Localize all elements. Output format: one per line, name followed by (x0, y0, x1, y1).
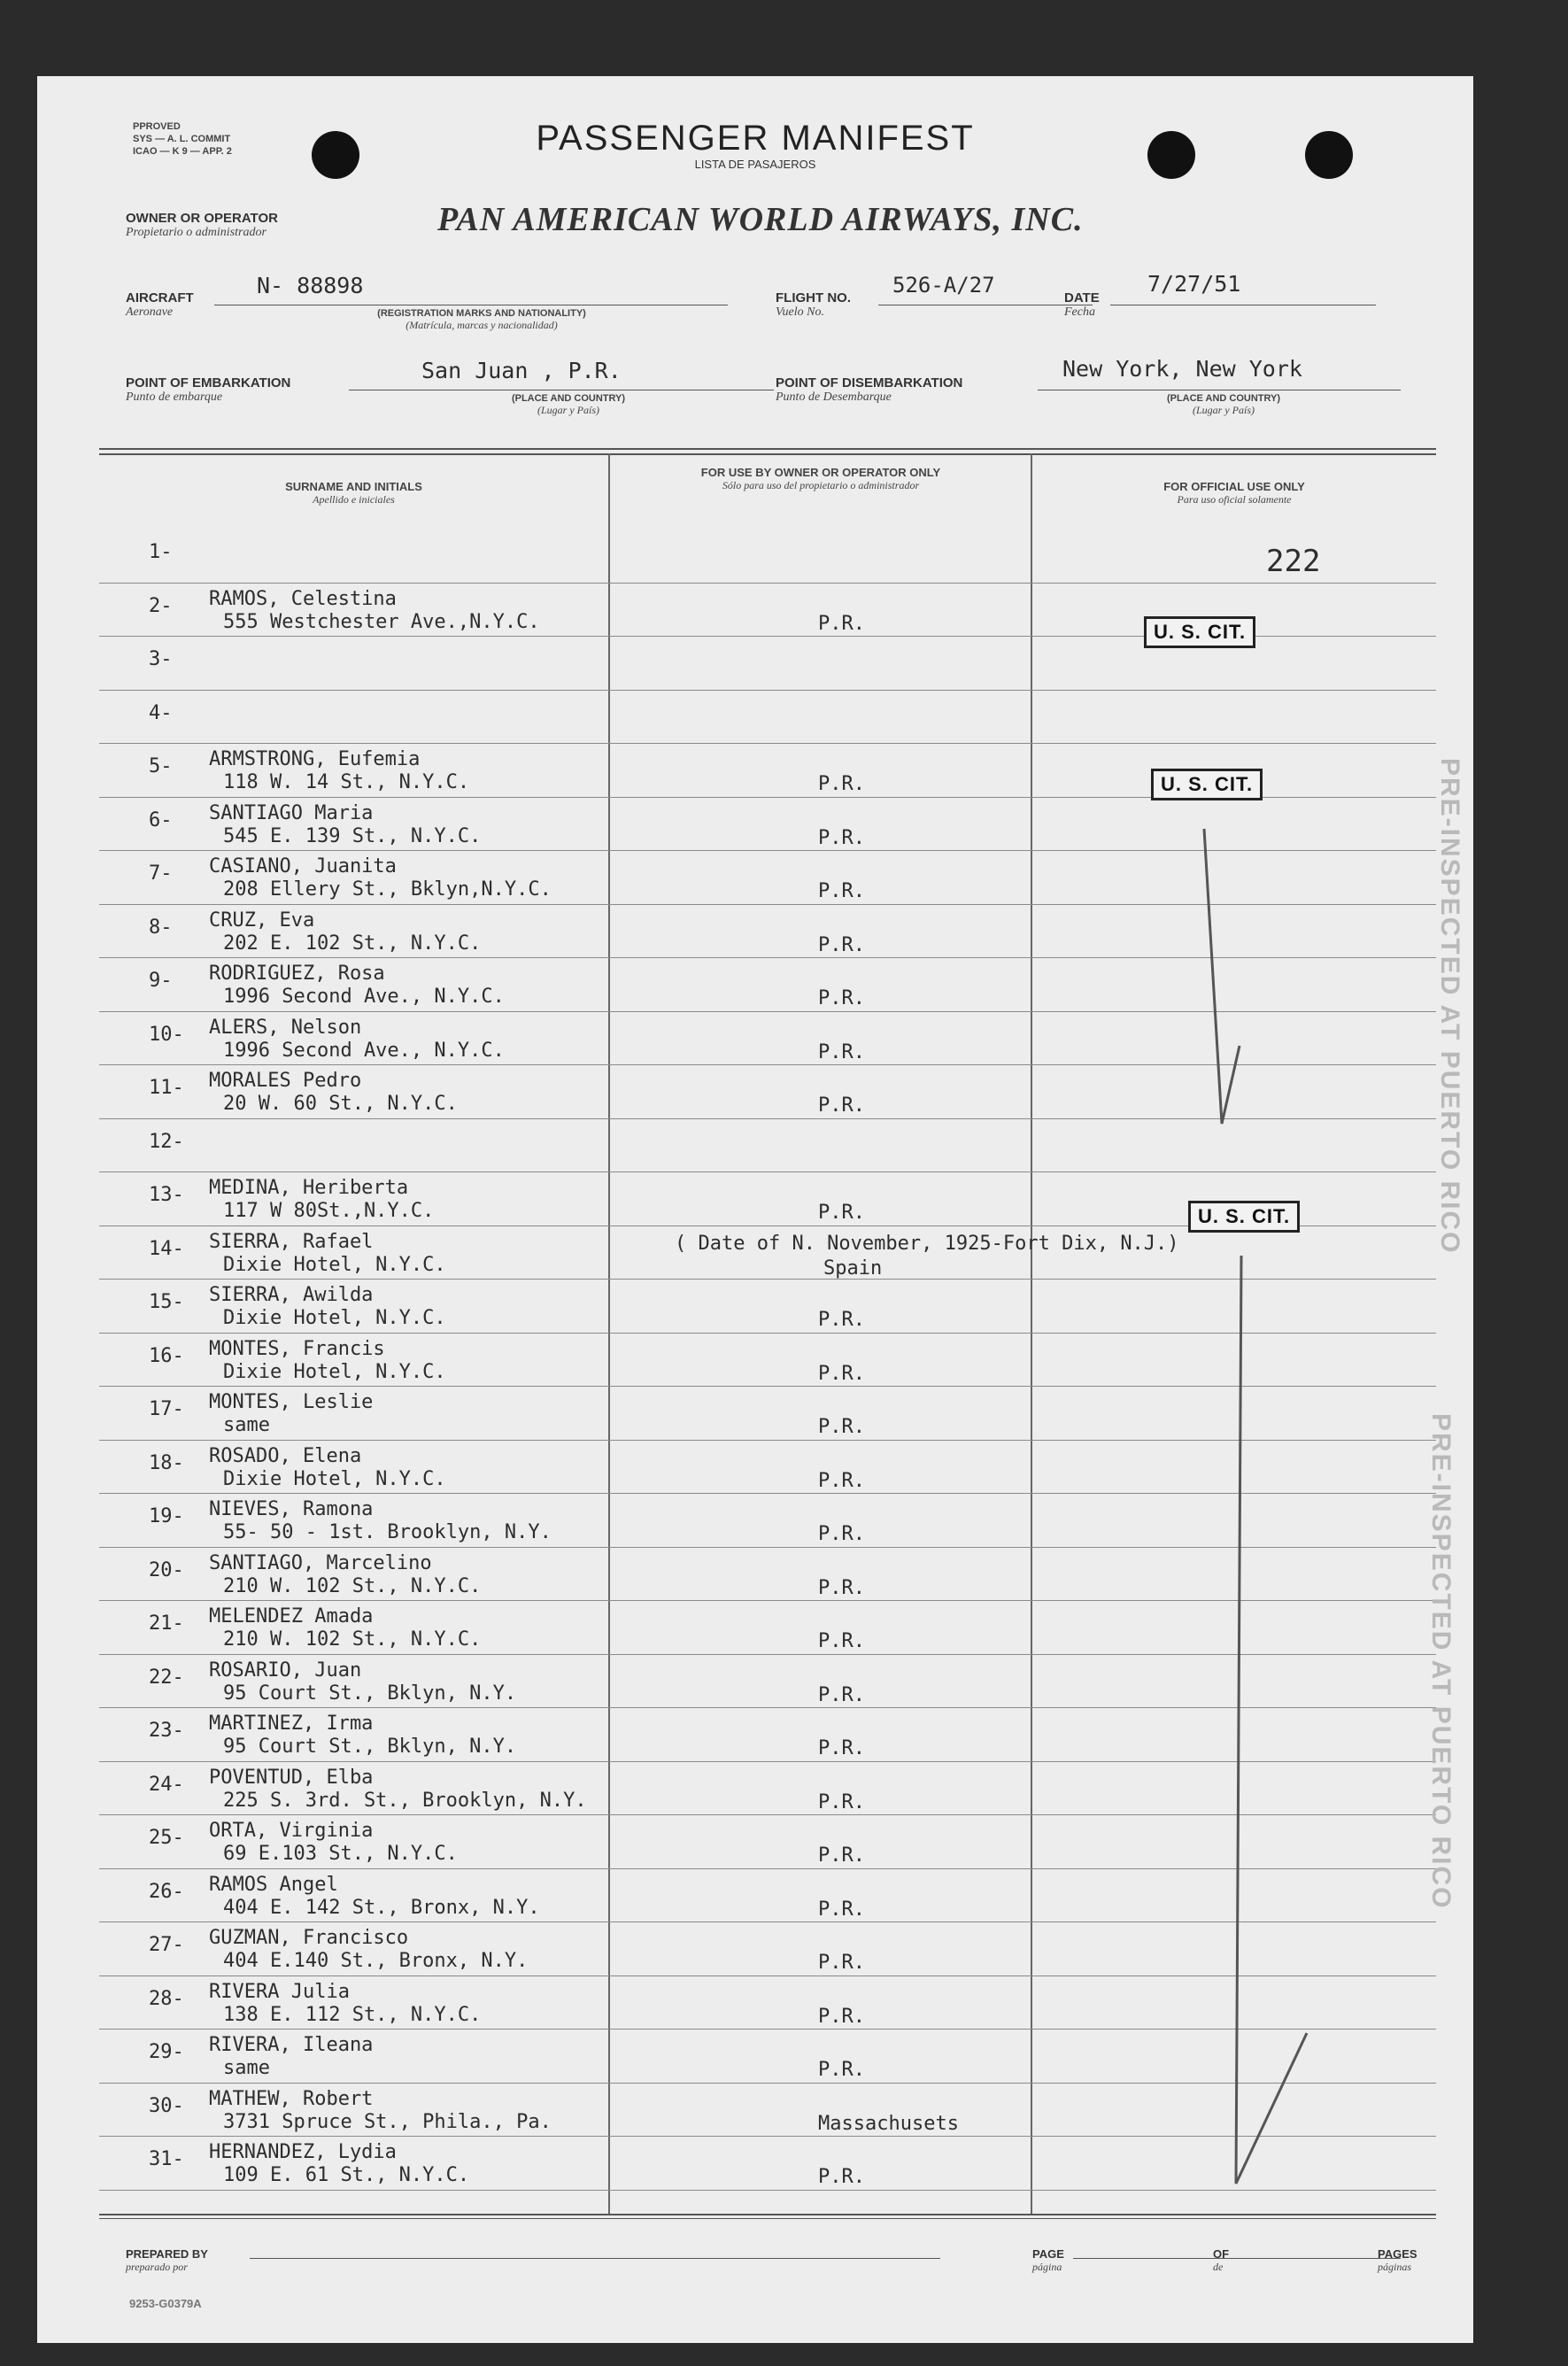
aircraft-label: AIRCRAFT Aeronave (126, 290, 194, 319)
passenger-name: RODRIGUEZ, Rosa (209, 963, 385, 985)
passenger-address: 109 E. 61 St., N.Y.C. (223, 2164, 470, 2186)
row-number: 11- (149, 1077, 184, 1099)
passenger-name: CASIANO, Juanita (209, 855, 397, 878)
passenger-name: SANTIAGO Maria (209, 801, 374, 824)
passenger-name: RAMOS Angel (209, 1873, 338, 1896)
passenger-address: 117 W 80St.,N.Y.C. (223, 1200, 435, 1222)
operator-entry: P.R. (818, 612, 865, 635)
row-number: 21- (149, 1612, 184, 1635)
passenger-address: Dixie Hotel, N.Y.C. (223, 1307, 446, 1329)
passenger-address: 208 Ellery St., Bklyn,N.Y.C. (223, 878, 552, 901)
passenger-name: MATHEW, Robert (209, 2087, 374, 2110)
row-number: 19- (149, 1505, 184, 1527)
operator-entry: P.R. (818, 987, 865, 1009)
passenger-name: MARTINEZ, Irma (209, 1713, 374, 1735)
row-number: 22- (149, 1666, 184, 1689)
prepared-by-line (250, 2258, 940, 2259)
passenger-name: MELENDEZ Amada (209, 1605, 374, 1628)
row-number: 20- (149, 1558, 184, 1581)
passenger-address: 138 E. 112 St., N.Y.C. (223, 2003, 482, 2026)
manifest-sheet (37, 76, 1473, 2343)
row-number: 30- (149, 2094, 184, 2117)
operator-entry: P.R. (818, 1040, 865, 1063)
aircraft-value: N- 88898 (257, 273, 364, 298)
passenger-name: SIERRA, Rafael (209, 1230, 374, 1253)
operator-entry: P.R. (818, 1576, 865, 1599)
operator-entry: P.R. (818, 1898, 865, 1921)
row-number: 17- (149, 1398, 184, 1420)
passenger-name: MEDINA, Heriberta (209, 1177, 409, 1199)
operator-entry: P.R. (818, 1683, 865, 1706)
row-number: 12- (149, 1130, 184, 1153)
operator-entry: P.R. (818, 1362, 865, 1385)
flight-value: 526-A/27 (892, 273, 995, 298)
row-number: 6- (149, 808, 173, 831)
passenger-address: 69 E.103 St., N.Y.C. (223, 1843, 458, 1865)
of-line (1241, 2258, 1401, 2259)
pre-inspected-stamp: PRE-INSPECTED AT PUERTO RICO (1426, 1413, 1456, 1910)
operator-entry: P.R. (818, 1094, 865, 1117)
page-title: PASSENGER MANIFEST (536, 119, 975, 158)
date-value: 7/27/51 (1147, 271, 1241, 297)
passenger-address: Dixie Hotel, N.Y.C. (223, 1253, 446, 1276)
row-number: 4- (149, 701, 173, 724)
pages-label: PAGES páginas (1378, 2247, 1417, 2273)
passenger-name: GUZMAN, Francisco (209, 1927, 409, 1949)
owner-name: PAN AMERICAN WORLD AIRWAYS, INC. (437, 201, 1084, 238)
operator-entry: P.R. (818, 2005, 865, 2028)
passenger-name: RIVERA Julia (209, 1980, 350, 2003)
row-number: 7- (149, 862, 173, 885)
operator-entry: P.R. (818, 1416, 865, 1438)
operator-entry: P.R. (818, 1844, 865, 1867)
passenger-name: ORTA, Virginia (209, 1820, 374, 1842)
passenger-name: POVENTUD, Elba (209, 1766, 374, 1789)
passenger-name: ALERS, Nelson (209, 1016, 362, 1039)
row-number: 23- (149, 1720, 184, 1742)
operator-entry: P.R. (818, 2059, 865, 2081)
row-number: 13- (149, 1184, 184, 1206)
approval-text: PPROVED SYS — A. L. COMMIT ICAO — K 9 — APP. 2 (133, 121, 232, 157)
row-number: 27- (149, 1934, 184, 1956)
row-number: 9- (149, 970, 173, 992)
row-number: 14- (149, 1237, 184, 1260)
operator-entry: P.R. (818, 773, 865, 795)
passenger-name: CRUZ, Eva (209, 909, 315, 932)
row-number: 18- (149, 1451, 184, 1474)
operator-entry: P.R. (818, 1523, 865, 1545)
row-number: 16- (149, 1344, 184, 1367)
passenger-name: NIEVES, Ramona (209, 1498, 374, 1520)
disembark-value: New York, New York (1062, 356, 1302, 382)
passenger-address: 95 Court St., Bklyn, N.Y. (223, 1736, 517, 1758)
passenger-address: same (223, 2057, 270, 2079)
passenger-address: 555 Westchester Ave.,N.Y.C. (223, 610, 540, 633)
passenger-address: 95 Court St., Bklyn, N.Y. (223, 1682, 517, 1705)
passenger-address: 118 W. 14 St., N.Y.C. (223, 771, 470, 793)
us-citizen-stamp: U. S. CIT. (1144, 616, 1255, 648)
passenger-address: 210 W. 102 St., N.Y.C. (223, 1574, 482, 1597)
flight-label: FLIGHT NO. Vuelo No. (776, 290, 851, 319)
page-subtitle: LISTA DE PASAJEROS (694, 158, 816, 171)
embark-label: POINT OF EMBARKATION Punto de embarque (126, 375, 291, 404)
passenger-name: RIVERA, Ileana (209, 2034, 374, 2056)
col-surname-header: SURNAME AND INITIALS Apellido e iniciales (285, 480, 422, 506)
operator-entry-secondary: Spain (823, 1256, 883, 1280)
embark-value: San Juan , P.R. (421, 358, 622, 383)
row-number: 5- (149, 755, 173, 777)
us-citizen-stamp: U. S. CIT. (1188, 1201, 1300, 1233)
operator-entry: Massachusets (818, 2112, 959, 2135)
passenger-address: 210 W. 102 St., N.Y.C. (223, 1628, 482, 1651)
of-label: OF de (1213, 2247, 1230, 2273)
row-number: 2- (149, 594, 173, 617)
passenger-name: SANTIAGO, Marcelino (209, 1551, 432, 1574)
passenger-address: 1996 Second Ave., N.Y.C. (223, 1039, 505, 1062)
operator-entry: P.R. (818, 1469, 865, 1492)
pre-inspected-stamp: PRE-INSPECTED AT PUERTO RICO (1435, 758, 1464, 1255)
passenger-name: MONTES, Leslie (209, 1391, 374, 1413)
operator-entry: ( Date of N. November, 1925-Fort Dix, N.J.) (675, 1232, 1179, 1255)
registration-note: (REGISTRATION MARKS AND NATIONALITY) (Matrícula, marcas y nacionalidad) (377, 308, 586, 331)
official-number: 222 (1266, 544, 1321, 579)
row-number: 26- (149, 1880, 184, 1903)
passenger-name: MORALES Pedro (209, 1070, 362, 1092)
passenger-address: 225 S. 3rd. St., Brooklyn, N.Y. (223, 1789, 587, 1812)
us-citizen-stamp: U. S. CIT. (1151, 769, 1263, 800)
passenger-name: ARMSTRONG, Eufemia (209, 748, 421, 770)
row-number: 10- (149, 1023, 184, 1046)
date-label: DATE Fecha (1064, 290, 1100, 319)
prepared-by-label: PREPARED BY preparado por (126, 2247, 208, 2273)
passenger-address: Dixie Hotel, N.Y.C. (223, 1467, 446, 1490)
passenger-address: same (223, 1414, 270, 1436)
disembark-label: POINT OF DISEMBARKATION Punto de Desembarque (776, 375, 963, 404)
form-code: 9253-G0379A (129, 2297, 202, 2310)
operator-entry: P.R. (818, 1630, 865, 1652)
col-operator-header: FOR USE BY OWNER OR OPERATOR ONLY Sólo para uso del propietario o administrador (700, 466, 941, 491)
passenger-address: 545 E. 139 St., N.Y.C. (223, 824, 482, 847)
passenger-address: 3731 Spruce St., Phila., Pa. (223, 2110, 552, 2133)
passenger-address: 404 E.140 St., Bronx, N.Y. (223, 1950, 529, 1972)
passenger-name: MONTES, Francis (209, 1337, 385, 1360)
operator-entry: P.R. (818, 2166, 865, 2188)
row-number: 15- (149, 1291, 184, 1313)
row-number: 3- (149, 648, 173, 670)
page-label: PAGE página (1032, 2247, 1064, 2273)
col-official-header: FOR OFFICIAL USE ONLY Para uso oficial solamente (1163, 480, 1305, 506)
row-number: 29- (149, 2041, 184, 2063)
row-number: 24- (149, 1773, 184, 1796)
passenger-address: 1996 Second Ave., N.Y.C. (223, 986, 505, 1008)
operator-entry: P.R. (818, 1790, 865, 1813)
disembark-place-note: (PLACE AND COUNTRY) (Lugar y País) (1166, 393, 1281, 416)
row-number: 1- (149, 541, 173, 563)
passenger-address: 404 E. 142 St., Bronx, N.Y. (223, 1896, 540, 1919)
operator-entry: P.R. (818, 1309, 865, 1331)
passenger-name: ROSARIO, Juan (209, 1659, 362, 1682)
passenger-address: 55- 50 - 1st. Brooklyn, N.Y. (223, 1521, 552, 1543)
row-number: 8- (149, 916, 173, 939)
row-number: 25- (149, 1827, 184, 1849)
row-number: 31- (149, 2148, 184, 2170)
owner-label: OWNER OR OPERATOR Propietario o administrador (126, 211, 278, 239)
operator-entry: P.R. (818, 1952, 865, 1974)
passenger-name: ROSADO, Elena (209, 1444, 362, 1467)
operator-entry: P.R. (818, 933, 865, 956)
operator-entry: P.R. (818, 1737, 865, 1759)
passenger-name: HERNANDEZ, Lydia (209, 2141, 397, 2163)
passenger-name: RAMOS, Celestina (209, 587, 397, 610)
passenger-address: 202 E. 102 St., N.Y.C. (223, 932, 482, 955)
pencil-check-marks (37, 76, 1473, 2343)
embark-place-note: (PLACE AND COUNTRY) (Lugar y País) (511, 393, 626, 416)
operator-entry: P.R. (818, 1202, 865, 1224)
operator-entry: P.R. (818, 880, 865, 902)
row-number: 28- (149, 1987, 184, 2010)
passenger-address: Dixie Hotel, N.Y.C. (223, 1360, 446, 1383)
passenger-name: SIERRA, Awilda (209, 1284, 374, 1306)
passenger-address: 20 W. 60 St., N.Y.C. (223, 1093, 458, 1115)
operator-entry: P.R. (818, 826, 865, 849)
